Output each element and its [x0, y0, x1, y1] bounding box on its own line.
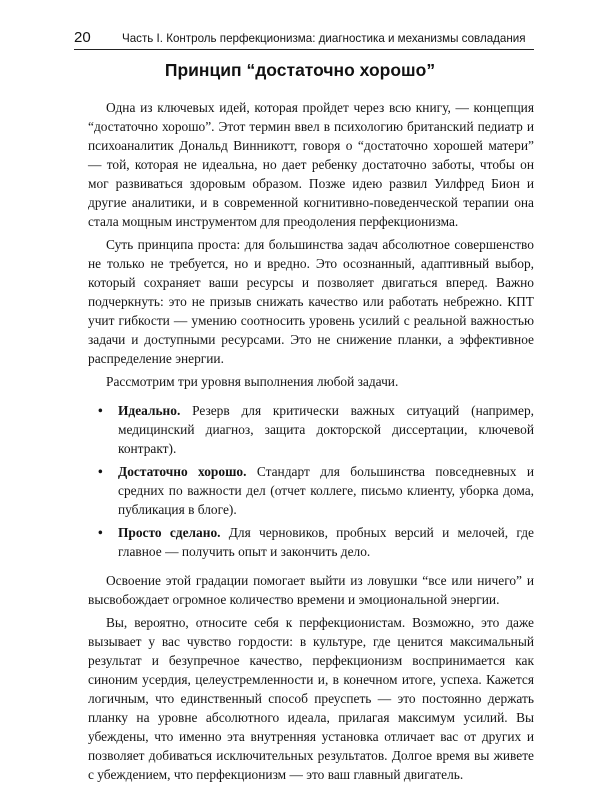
level-term: Достаточно хорошо.: [118, 464, 247, 479]
bullet-icon: •: [98, 464, 103, 479]
running-title: Часть I. Контроль перфекционизма: диагностика и механизмы совладания: [122, 32, 526, 45]
running-header: [74, 29, 534, 50]
body-text: [88, 98, 534, 788]
list-item: [88, 462, 534, 519]
level-description: Для черновиков, пробных версий и мелочей, где главное — получить опыт и закончить дело.: [118, 525, 534, 559]
bullet-icon: •: [98, 525, 103, 540]
paragraph: Одна из ключевых идей, которая пройдет через всю книгу, — концепция “достаточно хорошо”. Этот термин ввел в психологию британский педиатр и психоаналитик Дональд Винникотт, говоря о “достаточно хорошей матери” — той, которая не идеальна, но дает ребенку достаточно заботы, чтобы он мог развиваться здоровым образом. Позже идею развил Уилфред Бион и другие аналитики, и в современной когнитивно-поведенческой терапии она стала мощным инструментом для преодоления перфекционизма.: [88, 100, 534, 229]
level-term: Просто сделано.: [118, 525, 221, 540]
level-description: Стандарт для большинства повседневных и средних по важности дел (отчет коллеге, письмо клиенту, уборка дома, публикация в блоге).: [118, 464, 535, 517]
page-number: 20: [74, 29, 91, 46]
list-item: [88, 401, 534, 458]
level-term: Идеально.: [118, 403, 181, 418]
level-description: Резерв для критически важных ситуаций (например, медицинский диагноз, защита докторской диссертации, ключевой контракт).: [118, 403, 534, 456]
paragraph: Вы, вероятно, относите себя к перфекционистам. Возможно, это даже вызывает у вас чувство гордости: в культуре, где ценится максимальный результат и безупречное качество, перфекционизм воспринимается как синоним усердия, целеустремленности и, в конечном итоге, успеха. Кажется логичным, что единственный способ преуспеть — это постоянно держать планку на уровне абсолютного идеала, прилагая максимум усилий. Вы убеждены, что именно эта внутренняя установка отличает вас от других и позволяет добиваться исключительных результатов. Долгое время вы живете с убеждением, что перфекционизм — это ваш главный двигатель.: [88, 615, 534, 782]
paragraph: Суть принципа проста: для большинства задач абсолютное совершенство не только не требуется, но и вредно. Это осознанный, адаптивный выбор, который сохраняет ваши ресурсы и позволяет двигаться вперед. Важно подчеркнуть: это не призыв снижать качество или работать небрежно. КПТ учит гибкости — умению соотносить уровень усилий с реальной важностью задачи и доступными ресурсами. Это не снижение планки, а эффективное распределение энергии.: [88, 237, 534, 366]
bullet-icon: •: [98, 403, 103, 418]
levels-list: [88, 401, 534, 561]
section-title: Принцип “достаточно хорошо”: [164, 60, 436, 80]
paragraph: Освоение этой градации помогает выйти из ловушки “все или ничего” и высвобождает огромное количество времени и эмоциональной энергии.: [88, 573, 534, 607]
paragraph: Рассмотрим три уровня выполнения любой задачи.: [106, 374, 399, 389]
list-item: [88, 523, 534, 561]
